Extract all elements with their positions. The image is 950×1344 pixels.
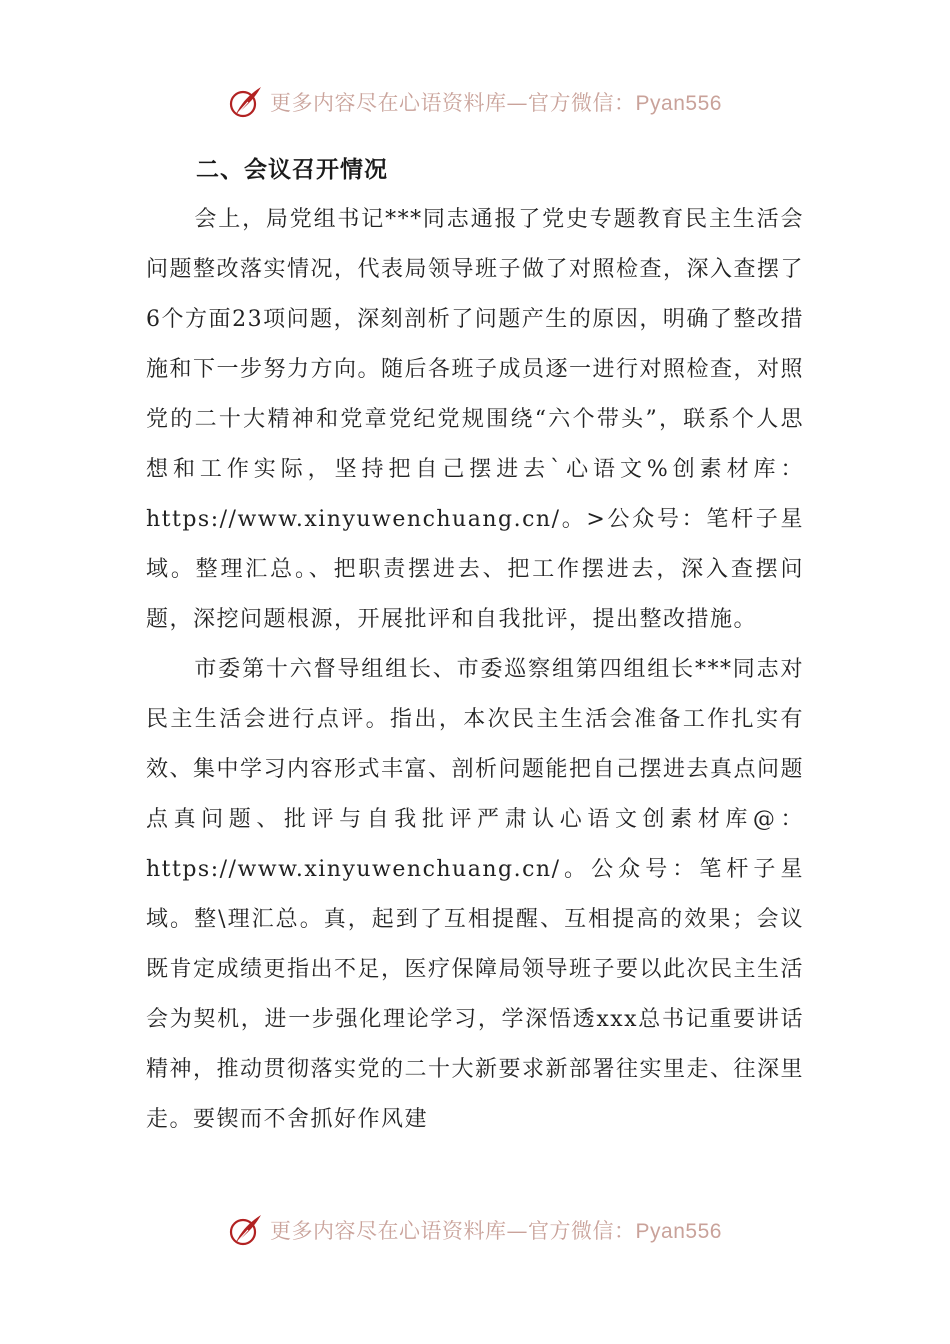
watermark-wechat-id: Pyan556: [635, 1220, 722, 1243]
watermark-banner-bottom: [0, 1208, 950, 1252]
paragraph-review-comments: 市委第十六督导组组长、市委巡察组第四组组长***同志对民主生活会进行点评。指出，本次民主生活会准备工作扎实有效、集中学习内容形式丰富、剖析问题能把自己摆进去真点问题点真问题、批评与自我批评严肃认心语文创素材库@：https://www.xinyuwenchuang.cn/。公众号：笔杆子星域。整\理汇总。真，起到了互相提醒、互相提高的效果；会议既肯定成绩更指出不足，医疗保障局领导班子要以此次民主生活会为契机，进一步强化理论学习，学深悟透xxx总书记重要讲话精神，推动贯彻落实党的二十大新要求新部署往实里走、往深里走。要锲而不舍抓好作风建: [146, 657, 805, 1132]
watermark-text: [270, 87, 722, 117]
watermark-dash: —: [506, 1219, 529, 1243]
watermark-brand: 更多内容尽在心语资料库: [270, 1219, 507, 1243]
document-body: [146, 145, 804, 1145]
quill-pen-circle-icon: [228, 1212, 264, 1248]
watermark-text: [270, 1215, 722, 1245]
watermark-wechat-id: Pyan556: [635, 92, 722, 115]
quill-pen-circle-icon: [228, 84, 264, 120]
watermark-official: 官方微信：: [528, 1219, 636, 1243]
section-heading: 二、会议召开情况: [196, 157, 388, 183]
watermark-official: 官方微信：: [528, 91, 636, 115]
watermark-dash: —: [506, 91, 529, 115]
paragraph-meeting-report: 会上，局党组书记***同志通报了党史专题教育民主生活会问题整改落实情况，代表局领导班子做了对照检查，深入查摆了6个方面23项问题，深刻剖析了问题产生的原因，明确了整改措施和下一步努力方向。随后各班子成员逐一进行对照检查，对照党的二十大精神和党章党纪党规围绕“六个带头”，联系个人思想和工作实际，坚持把自己摆进去`心语文%创素材库：https://www.xinyuwenchuang.cn/。>公众号：笔杆子星域。整理汇总。、把职责摆进去、把工作摆进去，深入查摆问题，深挖问题根源，开展批评和自我批评，提出整改措施。: [146, 207, 805, 632]
watermark-banner-top: [0, 80, 950, 124]
watermark-brand: 更多内容尽在心语资料库: [270, 91, 507, 115]
